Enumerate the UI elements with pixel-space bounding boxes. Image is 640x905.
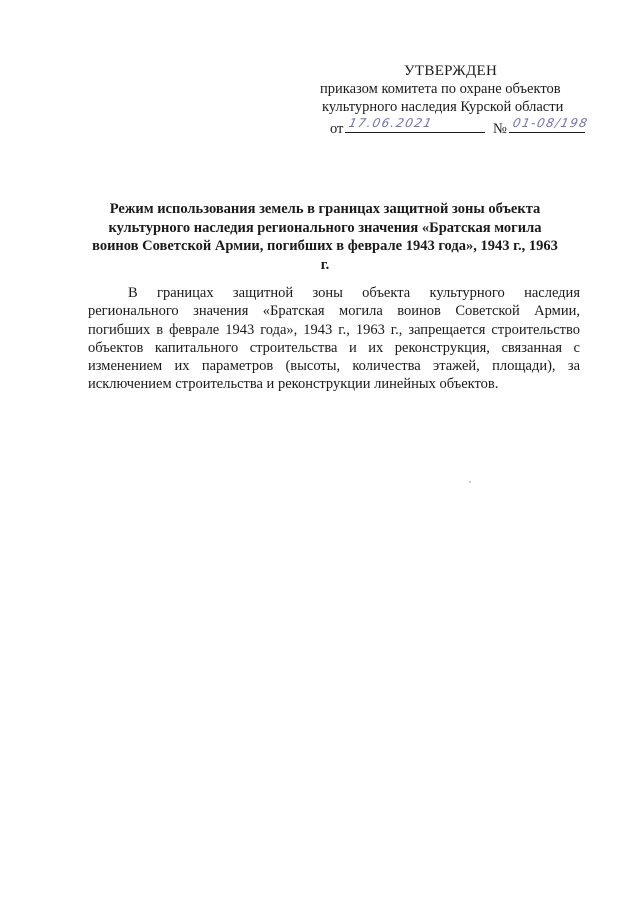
number-prefix: №: [493, 121, 507, 137]
handwritten-number: 01-08/198: [511, 116, 590, 130]
approval-block: [318, 62, 588, 138]
approval-date-number-row: [318, 117, 588, 138]
document-title: Режим использования земель в границах защитной зоны объекта культурного наследия регионального значения «Братская могила воинов Советской Армии, погибших в феврале 1943 года», 1943 г., 1963 г.: [92, 201, 558, 273]
handwritten-date: 17.06.2021: [347, 116, 435, 130]
approval-order-line: приказом комитета по охране объектов: [320, 81, 561, 97]
date-prefix: от: [330, 121, 344, 137]
scan-speck: [469, 481, 471, 483]
approval-title: УТВЕРЖДЕН: [404, 63, 498, 79]
number-field: [509, 116, 590, 133]
document-paragraph: В границах защитной зоны объекта культурного наследия регионального значения «Братская могила воинов Советской Армии, погибших в феврале 1943 года», 1943 г., 1963 г., запрещается строительство объектов капитального строительства и их реконструкция, связанная с изменением их параметров (высоты, количества этажей, площади), за исключением строительства и реконструкции линейных объектов.: [88, 285, 580, 393]
date-field: [345, 117, 485, 133]
approval-committee-line: культурного наследия Курской области: [322, 99, 564, 115]
